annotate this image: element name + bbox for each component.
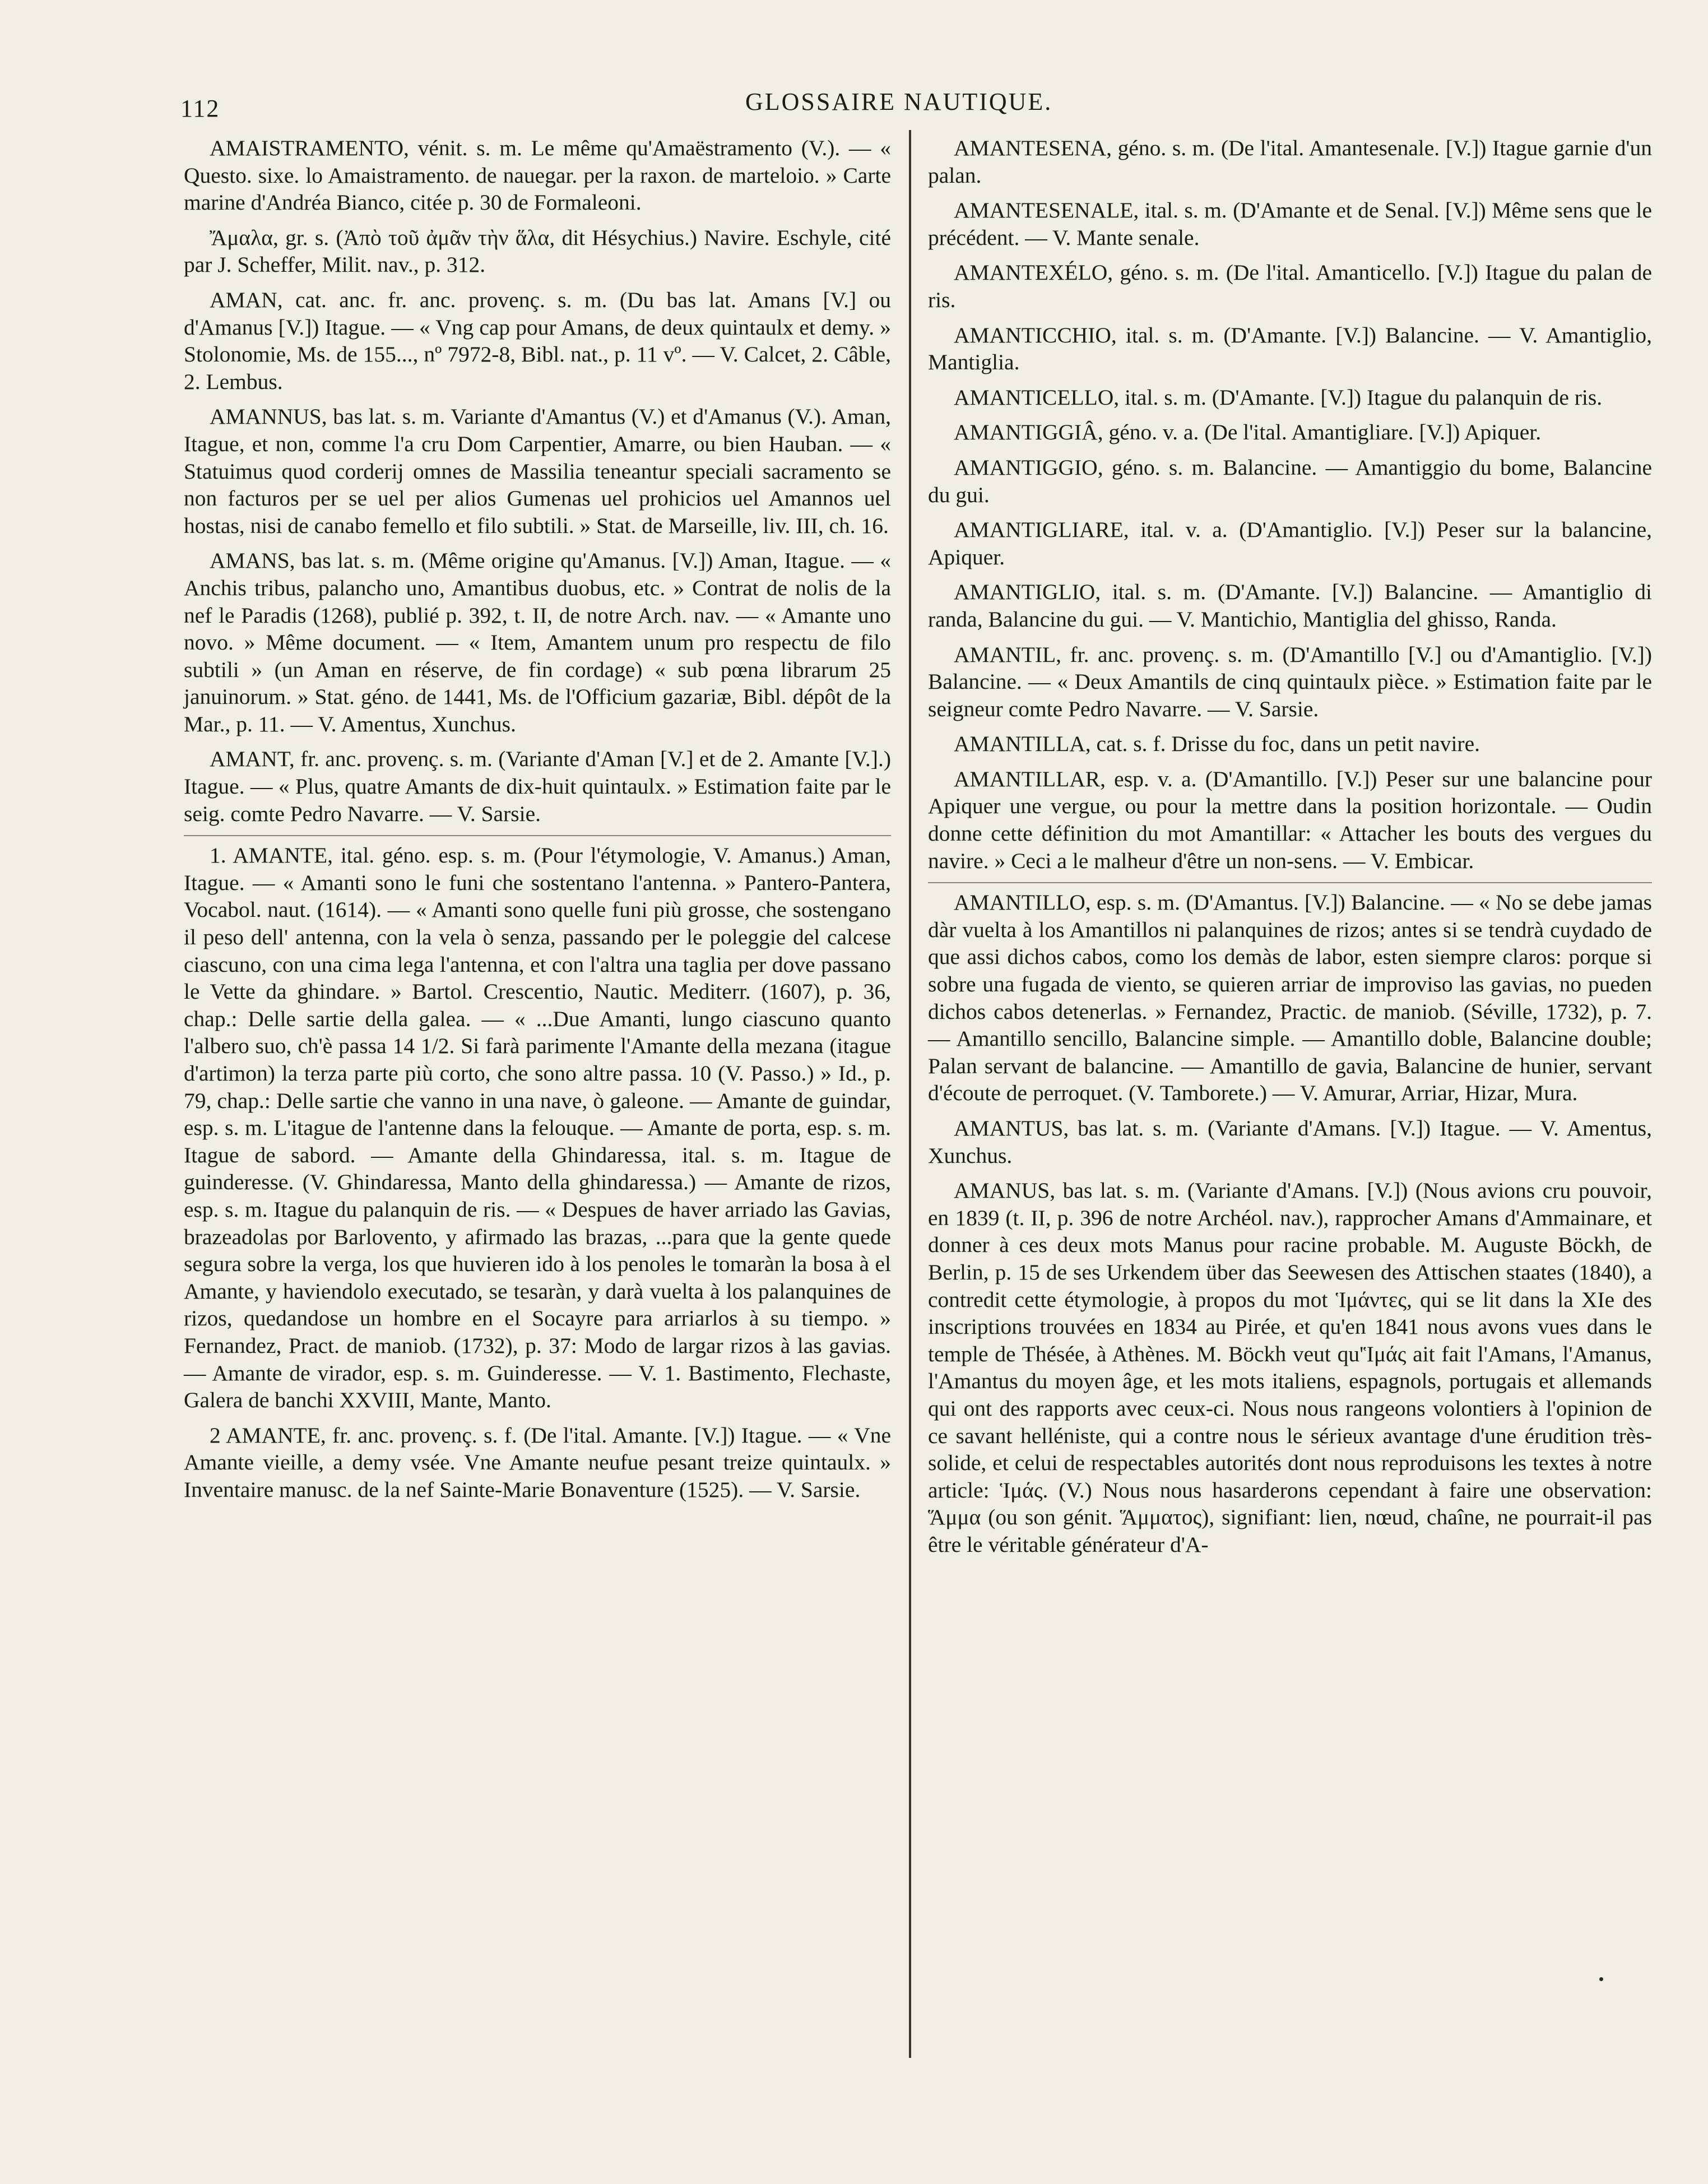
page-number: 112	[180, 95, 220, 122]
entry-amantil: AMANTIL, fr. anc. provenç. s. m. (D'Amantillo [V.] ou d'Amantiglio. [V.]) Balancine. — « Deux Amantils de cinq quintaulx pièce. » Estimation faite par le seigneur comte Pedro Navarre. — V. Sarsie.	[928, 642, 1652, 721]
entry-amantesena: AMANTESENA, géno. s. m. (De l'ital. Amantesenale. [V.]) Itague garnie d'un palan.	[928, 136, 1652, 188]
entry-amantiggia: AMANTIGGIÂ, géno. v. a. (De l'ital. Amantigliare. [V.]) Apiquer.	[954, 420, 1542, 445]
entry-amantigliare: AMANTIGLIARE, ital. v. a. (D'Amantiglio. [V.]) Peser sur la balancine, Apiquer.	[928, 517, 1652, 569]
left-column	[184, 135, 891, 1511]
entry-amanticello: AMANTICELLO, ital. s. m. (D'Amante. [V.]) Itague du palanquin de ris.	[954, 384, 1603, 410]
entry-amantiggio: AMANTIGGIO, géno. s. m. Balancine. — Amantiggio du bome, Balancine du gui.	[928, 455, 1652, 507]
entry-amantus: AMANTUS, bas lat. s. m. (Variante d'Amans. [V.]) Itague. — V. Amentus, Xunchus.	[928, 1116, 1652, 1168]
running-title: GLOSSAIRE NAUTIQUE.	[745, 88, 1053, 115]
entry-amante-1: 1. AMANTE, ital. géno. esp. s. m. (Pour l'étymologie, V. Amanus.) Aman, Itague. — « Amanti sono le funi che sostentano l'antenna. » Pantero-Pantera, Vocabol. naut. (1614). — « Amanti sono quelle funi più grosse, che sostengano il peso dell' antenna, con la vela ò senza, passando per le poleggie del calcese ciascuno, con una cima lega l'antenna, et con l'altra una taglia per dove passano le Vette da ghindare. » Bartol. Crescentio, Nautic. Mediterr. (1607), p. 36, chap.: Delle sartie della galea. — « ...Due Amanti, lungo ciascuno quanto l'albero suo, ch'è passa 14 1/2. Si farà parimente l'Amante della mezana (itague d'artimon) la terza parte più corto, che sono altre passa. 10 (V. Passo.) » Id., p. 79, chap.: Delle sartie che vanno in una nave, ò galeone. — Amante de guindar, esp. s. m. L'itague de l'antenne dans la felouque. — Amante de porta, esp. s. m. Itague de sabord. — Amante della Ghindaressa, ital. s. m. Itague de guinderesse. (V. Ghindaressa, Manto della ghindaressa.) — Amante de rizos, esp. s. m. Itague du palanquin de ris. — « Despues de haver arriado las Gavias, brazeadolas por Barlovento, y afirmado las brazas, ...para que la gente quede segura sobre la verga, los que huvieren ido à los penoles le tomaràn la bosa à el Amante, y haviendolo executado, se tesaràn, y darà vuelta à los palanquines de rizos, quedandose un hombre en el Socayre para arriarlos à su tiempo. » Fernandez, Pract. de maniob. (1732), p. 37: Modo de largar rizos à las gavias. — Amante de virador, esp. s. m. Guinderesse. — V. 1. Bastimento, Flechaste, Galera de banchi XXVIII, Mante, Manto.	[184, 835, 891, 1413]
entry-amantillo: AMANTILLO, esp. s. m. (D'Amantus. [V.]) Balancine. — « No se debe jamas dàr vuelta à los Amantillos ni palanquines de rizos; antes si se tendrà cuydado de que assi dichos cabos, como los demàs de labor, esten siempre claros: porque si sobre una fugada de viento, se quieren arriar de improviso las gavias, no pueden dichos cabos detenerlas. » Fernandez, Practic. de maniob. (Séville, 1732), p. 7. — Amantillo sencillo, Balancine simple. — Amantillo doble, Balancine double; Palan servant de balancine. — Amantillo de gavia, Balancine de hunier, servant d'écoute de perroquet. (V. Tamborete.) — V. Amurar, Arriar, Hizar, Mura.	[928, 882, 1652, 1107]
right-column	[928, 135, 1652, 1566]
entry-aman: AMAN, cat. anc. fr. anc. provenç. s. m. (Du bas lat. Amans [V.] ou d'Amanus [V.]) Itague. — « Vng cap pour Amans, de deux quintaulx et demy. » Stolonomie, Ms. de 155..., nº 7972-8, Bibl. nat., p. 11 vº. — V. Calcet, 2. Câble, 2. Lembus.	[184, 287, 891, 394]
entry-amaistramento: AMAISTRAMENTO, vénit. s. m. Le même qu'Amaëstramento (V.). — « Questo. sixe. lo Amaistramento. de nauegar. per la raxon. de marteloio. » Carte marine d'Andréa Bianco, citée p. 30 de Formaleoni.	[184, 136, 891, 215]
entry-amannus: AMANNUS, bas lat. s. m. Variante d'Amantus (V.) et d'Amanus (V.). Aman, Itague, et non, comme l'a cru Dom Carpentier, Amarre, ou bien Hauban. — « Statuimus quod corderij omnes de Massilia teneantur speciali sacramento se non facturos per se uel per alios Gumenas uel prohicios uel Amannos uel hostas, nisi de canabo femello et filo subtili. » Stat. de Marseille, liv. III, ch. 16.	[184, 404, 891, 538]
entry-amans: AMANS, bas lat. s. m. (Même origine qu'Amanus. [V.]) Aman, Itague. — « Anchis tribus, palancho uno, Amantibus duobus, etc. » Contrat de nolis de la nef le Paradis (1268), publié p. 392, t. II, de notre Arch. nav. — « Amante uno novo. » Même document. — « Item, Amantem unum pro respectu de filo subtili » (un Aman en réserve, de fin cordage) « sub pœna librarum 25 januinorum. » Stat. géno. de 1441, Ms. de l'Officium gazariæ, Bibl. dépôt de la Mar., p. 11. — V. Amentus, Xunchus.	[184, 548, 891, 736]
entry-amantilla: AMANTILLA, cat. s. f. Drisse du foc, dans un petit navire.	[954, 731, 1480, 757]
entry-amantesenale: AMANTESENALE, ital. s. m. (D'Amante et de Senal. [V.]) Même sens que le précédent. — V. Mante senale.	[928, 198, 1652, 250]
entry-amanticchio: AMANTICCHIO, ital. s. m. (D'Amante. [V.]) Balancine. — V. Amantiglio, Mantiglia.	[928, 322, 1652, 375]
entry-amala: Ἄμαλα, gr. s. (Ἀπὸ τοῦ ἀμᾶν τὴν ἅλα, dit Hésychius.) Navire. Eschyle, cité par J. Scheffer, Milit. nav., p. 312.	[184, 225, 891, 277]
ink-speck	[1599, 1977, 1603, 1981]
entry-amante-2: 2 AMANTE, fr. anc. provenç. s. f. (De l'ital. Amante. [V.]) Itague. — « Vne Amante vieille, a demy vsée. Vne Amante neufue pesant treize quintaulx. » Inventaire manusc. de la nef Sainte-Marie Bonaventure (1525). — V. Sarsie.	[184, 1422, 891, 1502]
entry-amant: AMANT, fr. anc. provenç. s. m. (Variante d'Aman [V.] et de 2. Amante [V.].) Itague. — « Plus, quatre Amants de dix-huit quintaulx. » Estimation faite par le seig. comte Pedro Navarre. — V. Sarsie.	[184, 746, 891, 826]
entry-amanus: AMANUS, bas lat. s. m. (Variante d'Amans. [V.]) (Nous avions cru pouvoir, en 1839 (t. II, p. 396 de notre Archéol. nav.), rapprocher Amans d'Ammainare, et donner à ces deux mots Manus pour racine probable. M. Auguste Böckh, de Berlin, p. 15 de ses Urkendem über das Seewesen des Attischen staates (1840), a contredit cette étymologie, à propos du mot Ἱμάντες, qui se lit dans la XIe des inscriptions trouvées en 1834 au Pirée, et qu'en 1841 nous avons vues dans le temple de Thésée, à Athènes. M. Böckh veut qu'Ἱμάς ait fait l'Amans, l'Amanus, l'Amantus du moyen âge, et les mots italiens, espagnols, portugais et allemands qui ont des rapports avec ceux-ci. Nous nous rangeons volontiers à l'opinion de ce savant helléniste, qui a contre nous le sérieux avantage d'une érudition très-solide, et celui de respectables autorités dont nous reproduisons les textes à notre article: Ἱμάς. (V.) Nous nous hasarderons cependant à faire une observation: Ἅμμα (ou son génit. Ἅμματος), signifiant: lien, nœud, chaîne, ne pourrait-il pas être le véritable générateur d'A-	[928, 1178, 1652, 1557]
entry-amantiglio: AMANTIGLIO, ital. s. m. (D'Amante. [V.]) Balancine. — Amantiglio di randa, Balancine du gui. — V. Mantichio, Mantiglia del ghisso, Randa.	[928, 579, 1652, 632]
entry-amantexelo: AMANTEXÉLO, géno. s. m. (De l'ital. Amanticello. [V.]) Itague du palan de ris.	[928, 260, 1652, 312]
column-divider	[909, 130, 911, 2058]
entry-amantillar: AMANTILLAR, esp. v. a. (D'Amantillo. [V.]) Peser sur une balancine pour Apiquer une vergue, ou pour la mettre dans la position horizontale. — Oudin donne cette définition du mot Amantillar: « Attacher les bouts des vergues du navire. » Ceci a le malheur d'être un non-sens. — V. Embicar.	[928, 766, 1652, 873]
